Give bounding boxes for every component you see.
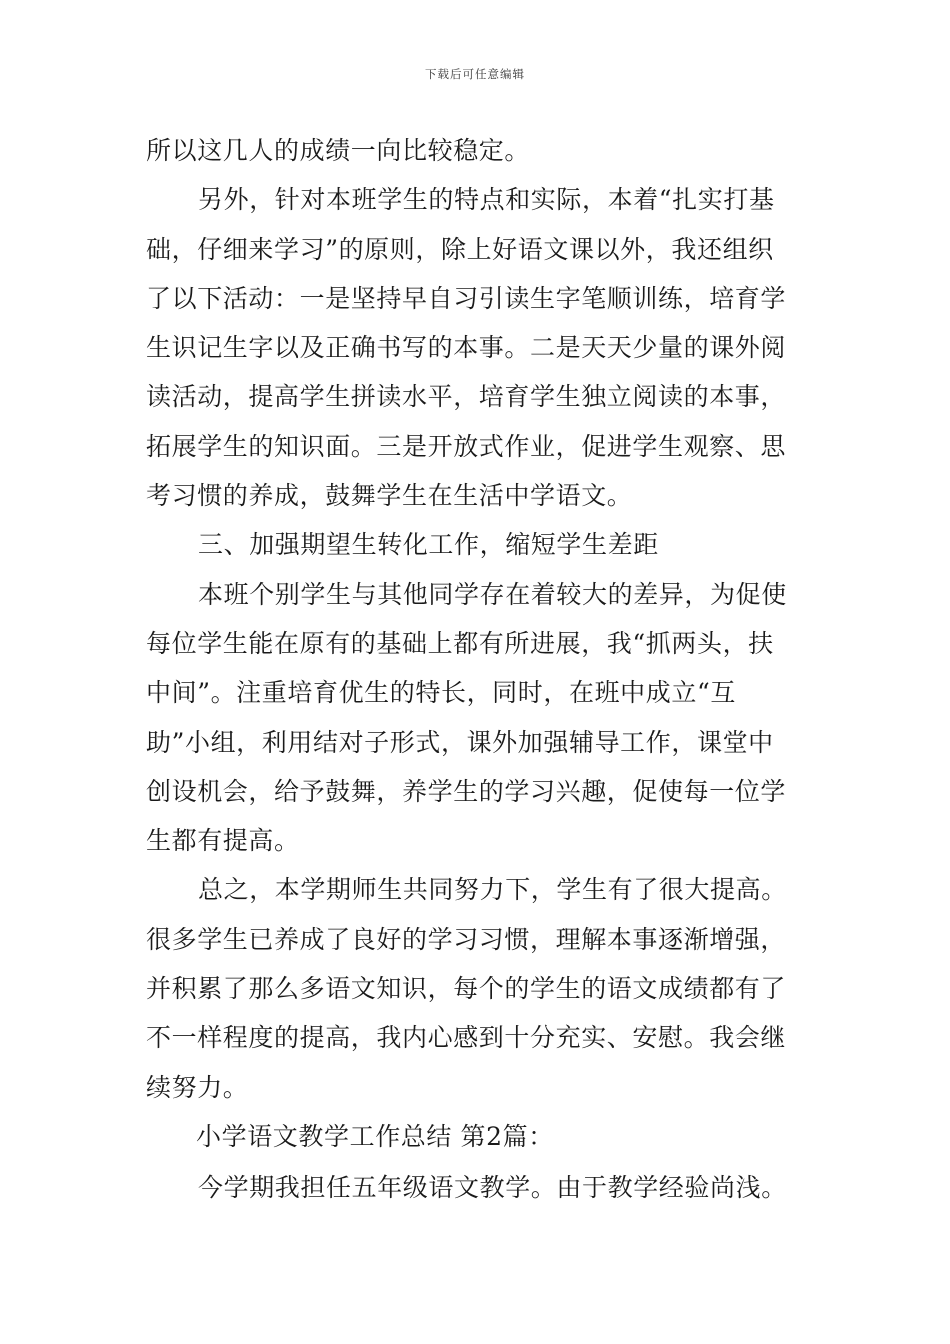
paragraph-line: 总之，本学期师生共同努力下，学生有了很大提高。 [198,875,787,905]
paragraph-line: 了以下活动：一是坚持早自习引读生字笔顺训练，培育学 [146,283,787,313]
paragraph-line: 本班个别学生与其他同学存在着较大的差异，为促使 [198,579,787,609]
paragraph-line: 考习惯的养成，鼓舞学生在生活中学语文。 [146,481,633,511]
paragraph-line: 生都有提高。 [146,826,300,856]
paragraph-line: 创设机会，给予鼓舞，养学生的学习兴趣，促使每一位学 [146,776,787,806]
paragraph-line: 每位学生能在原有的基础上都有所进展，我“抓两头，扶 [146,628,774,658]
paragraph-line: 中间”。注重培育优生的特长，同时，在班中成立“互 [146,678,736,708]
paragraph-line: 另外，针对本班学生的特点和实际，本着“扎实打基 [198,185,775,215]
paragraph-line: 读活动，提高学生拼读水平，培育学生独立阅读的本事， [146,382,787,412]
paragraph-line: 很多学生已养成了良好的学习习惯，理解本事逐渐增强， [146,924,787,954]
paragraph-line: 并积累了那么多语文知识，每个的学生的语文成绩都有了 [146,974,787,1004]
article-title: 小学语文教学工作总结 第2篇： [196,1121,554,1151]
paragraph-line: 生识记生字以及正确书写的本事。二是天天少量的课外阅 [146,333,787,363]
paragraph-line: 不一样程度的提高，我内心感到十分充实、安慰。我会继 [146,1023,787,1053]
paragraph-line: 助”小组，利用结对子形式，课外加强辅导工作，课堂中 [146,727,774,757]
paragraph-line: 今学期我担任五年级语文教学。由于教学经验尚浅。 [198,1173,787,1203]
page-header-note: 下载后可任意编辑 [425,67,525,81]
document-body [146,126,818,1214]
paragraph-line: 础，仔细来学习”的原则，除上好语文课以外，我还组织 [146,234,774,264]
paragraph-line: 所以这几人的成绩一向比较稳定。 [146,136,531,165]
section-heading: 三、加强期望生转化工作，缩短学生差距 [198,530,659,560]
paragraph-line: 拓展学生的知识面。三是开放式作业，促进学生观察、思 [146,431,787,461]
paragraph-line: 续努力。 [146,1072,249,1102]
